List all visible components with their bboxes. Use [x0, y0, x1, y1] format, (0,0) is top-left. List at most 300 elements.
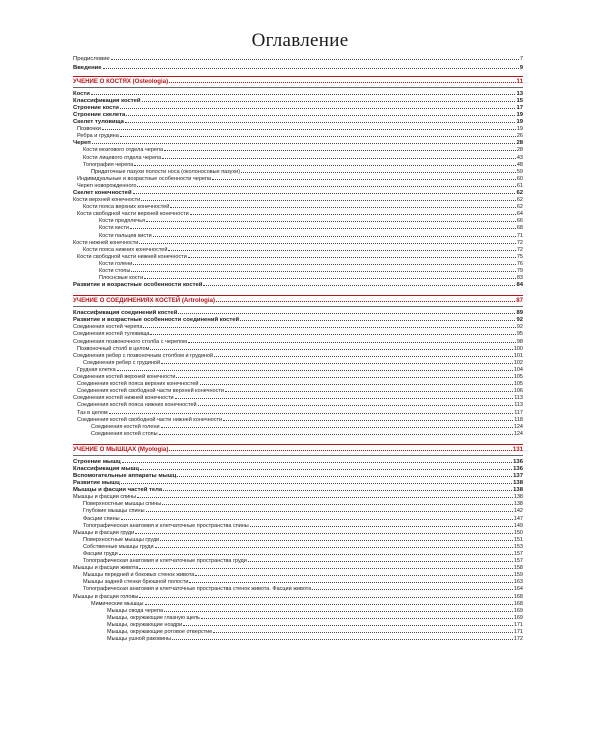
toc-page-number: 62: [516, 197, 523, 203]
dot-leader: [169, 77, 515, 83]
toc-entry-label: Строение кости: [73, 104, 119, 110]
toc-page-number: 124: [513, 423, 523, 429]
toc-entry[interactable]: [73, 422, 523, 429]
dot-leader: [137, 492, 513, 498]
toc-entry[interactable]: [73, 181, 523, 188]
toc-page-number: 92: [516, 324, 523, 330]
toc-entry[interactable]: [73, 174, 523, 181]
toc-page-number: 105: [513, 381, 523, 387]
toc-page-number: 101: [513, 352, 523, 358]
toc-chapter-entry[interactable]: [73, 457, 523, 464]
toc-chapter-entry[interactable]: [73, 315, 523, 322]
dot-leader: [121, 514, 513, 520]
toc-entry-label: Топографическая анатомия и клетчаточные пространства стенок живота. Фасции живота: [83, 586, 312, 592]
toc-entry[interactable]: [73, 492, 523, 499]
toc-entry-label: Мышцы ушной раковины: [107, 636, 172, 642]
toc-page-number: 26: [516, 133, 523, 139]
part-underline: [73, 306, 523, 307]
toc-page-number: 138: [513, 487, 523, 493]
toc-chapter-entry[interactable]: [73, 117, 523, 124]
toc-entry-label: Соединения костей нижней конечности: [73, 395, 174, 401]
toc-entry[interactable]: [73, 556, 523, 563]
toc-page-number: 87: [516, 297, 523, 305]
dot-leader: [250, 521, 513, 527]
toc-page-number: 9: [519, 64, 523, 71]
toc-entry[interactable]: [73, 599, 523, 606]
toc-entry-label: Глубокие мышцы спины: [83, 508, 145, 514]
toc-entry[interactable]: [73, 577, 523, 584]
toc-page-number: 28: [516, 140, 523, 146]
dot-leader: [312, 584, 513, 590]
toc-page-number: 138: [513, 480, 523, 486]
toc-entry-label: Соединения костей черепа: [73, 324, 143, 330]
toc-entry-label: Соединения ребер с грудиной: [83, 359, 161, 365]
dot-leader: [133, 259, 516, 265]
dot-leader: [213, 627, 513, 633]
toc-page-number: 168: [513, 600, 523, 606]
dot-leader: [195, 570, 512, 576]
toc-page-number: 92: [516, 317, 523, 323]
toc-chapter-entry[interactable]: [73, 188, 523, 195]
toc-entry-label: Мышцы свода черепа: [107, 607, 164, 613]
toc-entry-label: Кости нижней конечности: [73, 239, 139, 245]
toc-page-number: 100: [513, 345, 523, 351]
dot-leader: [92, 138, 516, 144]
dot-leader: [164, 606, 513, 612]
toc-chapter-entry[interactable]: [73, 471, 523, 478]
toc-page-number: 106: [513, 388, 523, 394]
toc-entry-label: Соединения костей свободной части верхней конечности: [77, 388, 224, 394]
part-underline: [73, 87, 523, 88]
dot-leader: [131, 266, 516, 272]
dot-leader: [140, 464, 512, 470]
toc-entry-label: Классификация костей: [73, 97, 141, 103]
toc-page-number: 138: [513, 501, 523, 507]
toc-entry[interactable]: [73, 372, 523, 379]
toc-entry-label: Введение: [73, 64, 102, 71]
toc-entry-label: УЧЕНИЕ О СОЕДИНЕНИЯХ КОСТЕЙ (Artrologia): [73, 297, 216, 305]
dot-leader: [161, 358, 513, 364]
toc-entry-label: Кости: [73, 90, 90, 96]
dot-leader: [160, 535, 513, 541]
toc-page-number: 89: [516, 310, 523, 316]
toc-page-number: 62: [516, 204, 523, 210]
toc-entry-label: Мышцы и фасции частей тела: [73, 487, 163, 493]
toc-entry-label: Развитие и возрастные особенности соединений костей: [73, 317, 240, 323]
toc-entry[interactable]: [73, 259, 523, 266]
toc-entry-label: Мышцы, окружающие ноздри: [107, 621, 183, 628]
toc-entry-label: Индивидуальные и возрастные особенности черепа: [77, 175, 211, 181]
toc-page-number: 136: [513, 458, 523, 464]
dot-leader: [162, 499, 513, 505]
dot-leader: [241, 167, 516, 173]
dot-leader: [225, 386, 513, 392]
toc-entry-label: Скелет туловища: [73, 119, 124, 125]
dot-leader: [248, 556, 513, 562]
dot-leader: [240, 315, 515, 321]
toc-entry-label: Позвонки: [77, 126, 101, 132]
toc-entry[interactable]: [73, 613, 523, 620]
toc-entry[interactable]: [73, 542, 523, 549]
dot-leader: [170, 202, 516, 208]
toc-page-number: 164: [513, 586, 523, 592]
toc-entry-label: Кости предплечья: [99, 218, 146, 224]
toc-entry-label: Вспомогательные аппараты мышц: [73, 472, 177, 479]
toc-page-number: 151: [513, 536, 523, 542]
toc-entry[interactable]: [73, 358, 523, 365]
toc-page-number: 117: [514, 409, 523, 415]
toc-chapter-entry[interactable]: [73, 110, 523, 117]
toc-entry[interactable]: [73, 167, 523, 174]
dot-leader: [141, 195, 516, 201]
toc-entry-label: Мышцы задней стенки брюшной полости: [83, 579, 189, 585]
toc-entry[interactable]: [73, 570, 523, 577]
dot-leader: [198, 400, 514, 406]
toc-entry-label: Топография черепа: [83, 161, 134, 167]
toc-page-number: 105: [513, 374, 523, 380]
toc-page-number: 171: [513, 621, 523, 628]
toc-entry[interactable]: [73, 627, 523, 634]
dot-leader: [200, 379, 513, 385]
toc-chapter-entry[interactable]: [73, 96, 523, 103]
toc-page-number: 102: [513, 359, 523, 365]
toc-page-number: 76: [516, 260, 523, 267]
toc-chapter-entry[interactable]: [73, 308, 523, 315]
dot-leader: [177, 471, 512, 477]
toc-page-number: 60: [516, 175, 523, 181]
dot-leader: [133, 188, 516, 194]
dot-leader: [175, 393, 514, 399]
dot-leader: [144, 273, 516, 279]
toc-page-number: 19: [516, 126, 523, 132]
toc-page-number: 84: [516, 282, 523, 288]
toc-entry[interactable]: [73, 415, 523, 422]
toc-entry[interactable]: [73, 606, 523, 613]
table-of-contents: [73, 54, 523, 641]
page-title: Оглавление: [251, 30, 349, 51]
toc-part-heading[interactable]: [73, 445, 523, 455]
toc-entry-label: Мышцы передней и боковых стенок живота: [83, 572, 195, 578]
dot-leader: [142, 96, 516, 102]
dot-leader: [143, 322, 515, 328]
toc-entry[interactable]: [73, 563, 523, 570]
toc-entry[interactable]: [73, 322, 523, 329]
toc-entry-label: Кости пальцев кисти: [99, 232, 152, 238]
dot-leader: [188, 252, 516, 258]
toc-entry[interactable]: [73, 379, 523, 386]
dot-leader: [153, 231, 516, 237]
toc-entry-label: Позвоночный столб в целом: [77, 345, 150, 351]
toc-entry[interactable]: [73, 245, 523, 252]
dot-leader: [150, 329, 515, 335]
toc-page-number: 169: [513, 614, 523, 620]
dot-leader: [120, 131, 516, 137]
dot-leader: [146, 506, 513, 512]
toc-entry[interactable]: [73, 252, 523, 259]
toc-entry-label: Грудная клетка: [77, 366, 116, 373]
toc-chapter-entry[interactable]: [73, 89, 523, 96]
toc-entry-label: Строение мышц: [73, 458, 121, 464]
toc-entry[interactable]: [73, 209, 523, 216]
toc-entry-label: Придаточные пазухи полости носа (околоносовые пазухи): [91, 168, 241, 174]
toc-page-number: 68: [516, 225, 523, 231]
toc-entry[interactable]: [73, 124, 523, 131]
toc-page-number: 7: [519, 56, 523, 62]
toc-page-number: 43: [516, 154, 523, 160]
toc-page-number: 72: [516, 246, 523, 252]
toc-entry[interactable]: [73, 393, 523, 400]
toc-entry-label: Соединения костей голени: [91, 423, 160, 429]
toc-chapter-entry[interactable]: [73, 478, 523, 485]
toc-entry[interactable]: [73, 620, 523, 627]
toc-entry-label: Череп новорожденного: [77, 182, 137, 188]
toc-entry[interactable]: [73, 216, 523, 223]
toc-entry-label: Соединения костей туловища: [73, 331, 150, 337]
toc-page-number: 19: [516, 119, 523, 125]
toc-entry[interactable]: [73, 634, 523, 641]
toc-entry[interactable]: [73, 521, 523, 528]
toc-page-number: 142: [513, 508, 523, 514]
toc-entry-label: УЧЕНИЕ О КОСТЯХ (Osteologia): [73, 77, 169, 85]
dot-leader: [169, 445, 511, 451]
dot-leader: [125, 117, 516, 123]
dot-leader: [150, 344, 512, 350]
toc-entry-label: Поверхностные мышцы груди: [83, 536, 160, 542]
toc-entry-label: Череп: [73, 140, 91, 146]
toc-entry-label: Кости свободной части нижней конечности: [77, 253, 187, 259]
toc-page-number: 71: [516, 232, 523, 238]
toc-page-number: 124: [513, 430, 523, 436]
dot-leader: [161, 422, 513, 428]
toc-entry-label: Развитие и возрастные особенности костей: [73, 282, 203, 288]
toc-entry-label: Кости верхней конечности: [73, 197, 141, 203]
toc-entry-label: Фасции спины: [83, 515, 120, 521]
toc-entry[interactable]: [73, 329, 523, 336]
toc-entry[interactable]: [73, 131, 523, 138]
toc-entry[interactable]: [73, 202, 523, 209]
dot-leader: [162, 153, 516, 159]
toc-entry-label: Кости кисти: [99, 225, 129, 231]
toc-page-number: 19: [516, 111, 523, 118]
dot-leader: [203, 280, 515, 286]
toc-chapter-entry[interactable]: [73, 280, 523, 287]
toc-page-number: 75: [516, 253, 523, 259]
toc-page-number: 13: [516, 90, 523, 96]
dot-leader: [119, 549, 513, 555]
dot-leader: [117, 365, 513, 371]
toc-entry-label: Соединения костей пояса нижних конечностей: [77, 402, 197, 408]
toc-entry[interactable]: [73, 506, 523, 513]
toc-entry-label: Таз в целом: [77, 409, 108, 415]
toc-entry-label: Кости свободной части верхней конечности: [77, 211, 189, 217]
toc-page-number: 48: [516, 161, 523, 167]
toc-page-number: 62: [516, 189, 523, 196]
dot-leader: [121, 478, 512, 484]
dot-leader: [109, 408, 514, 414]
dot-leader: [216, 296, 515, 302]
toc-page-number: 138: [513, 494, 523, 500]
toc-part-heading[interactable]: [73, 77, 523, 87]
toc-page-number: 61: [516, 182, 523, 188]
toc-page-number: 137: [513, 472, 523, 479]
toc-entry-label: Топографическая анатомия и клетчаточные пространства спины: [83, 522, 249, 528]
toc-entry-label: Кости мозгового отдела черепа: [83, 147, 164, 153]
toc-page-number: 79: [516, 268, 523, 274]
toc-entry[interactable]: [73, 592, 523, 599]
toc-page-number: 157: [513, 550, 523, 557]
dot-leader: [212, 174, 516, 180]
toc-part-heading[interactable]: [73, 296, 523, 306]
dot-leader: [172, 634, 513, 640]
toc-entry-label: Мышцы и фасции спины: [73, 494, 137, 500]
toc-entry[interactable]: [73, 266, 523, 273]
dot-leader: [139, 592, 512, 598]
toc-page-number: 147: [513, 515, 523, 521]
toc-page-number: 153: [513, 543, 523, 549]
toc-chapter-entry[interactable]: [73, 485, 523, 492]
toc-entry[interactable]: [73, 535, 523, 542]
dot-leader: [130, 223, 516, 229]
toc-chapter-entry[interactable]: [73, 464, 523, 471]
toc-entry[interactable]: [73, 153, 523, 160]
toc-page-number: 118: [514, 416, 523, 422]
toc-page-number: 72: [516, 239, 523, 245]
toc-page-number: 163: [513, 579, 523, 585]
part-underline: [73, 455, 523, 456]
toc-page-number: 168: [513, 593, 523, 599]
toc-entry-label: Кости голени: [99, 260, 133, 267]
section-spacer: [73, 287, 523, 291]
toc-page-number: 172: [513, 636, 523, 642]
toc-entry-label: Топографическая анатомия и клетчаточные пространства груди: [83, 558, 247, 564]
dot-leader: [120, 103, 516, 109]
toc-entry[interactable]: [73, 351, 523, 358]
toc-page-number: 113: [514, 395, 523, 401]
toc-page-number: 15: [516, 97, 523, 103]
toc-entry-label: Классификация мышц: [73, 465, 140, 471]
toc-page-number: 131: [512, 445, 523, 453]
toc-entry[interactable]: [73, 344, 523, 351]
dot-leader: [178, 308, 515, 314]
toc-entry[interactable]: [73, 514, 523, 521]
toc-entry-label: Кости лицевого отдела черепа: [83, 154, 162, 160]
dot-leader: [188, 337, 516, 343]
dot-leader: [163, 485, 512, 491]
toc-entry-label: Соединения позвоночного столба с черепом: [73, 338, 187, 344]
toc-front-matter-entry[interactable]: [73, 54, 523, 63]
toc-entry-label: Скелет конечностей: [73, 189, 132, 196]
toc-entry[interactable]: [73, 238, 523, 245]
dot-leader: [135, 528, 513, 534]
toc-entry[interactable]: [73, 400, 523, 407]
dot-leader: [146, 216, 516, 222]
toc-page-number: 171: [513, 629, 523, 635]
toc-entry[interactable]: [73, 223, 523, 230]
dot-leader: [183, 620, 513, 626]
dot-leader: [223, 415, 513, 421]
toc-entry[interactable]: [73, 231, 523, 238]
toc-entry-label: Ребра и грудина: [77, 133, 119, 139]
dot-leader: [159, 429, 513, 435]
toc-entry[interactable]: [73, 584, 523, 591]
toc-page-number: 59: [516, 168, 523, 174]
toc-entry[interactable]: [73, 429, 523, 436]
dot-leader: [190, 209, 516, 215]
toc-entry[interactable]: [73, 408, 523, 415]
dot-leader: [122, 457, 513, 463]
toc-entry[interactable]: [73, 195, 523, 202]
dot-leader: [139, 238, 516, 244]
toc-entry-label: Мимические мышцы: [91, 600, 144, 606]
toc-entry-label: УЧЕНИЕ О МЫШЦАХ (Myologia): [73, 445, 169, 453]
dot-leader: [111, 54, 519, 60]
dot-leader: [139, 563, 512, 569]
toc-page-number: 28: [516, 147, 523, 153]
toc-chapter-entry[interactable]: [73, 103, 523, 110]
toc-entry-label: Классификация соединений костей: [73, 310, 178, 316]
toc-entry[interactable]: [73, 160, 523, 167]
dot-leader: [189, 577, 512, 583]
toc-page-number: 83: [516, 275, 523, 281]
dot-leader: [102, 124, 516, 130]
toc-page-number: 64: [516, 211, 523, 217]
dot-leader: [155, 542, 513, 548]
toc-page-number: 98: [516, 338, 523, 344]
toc-entry-label: Мышцы и фасции головы: [73, 593, 139, 599]
dot-leader: [126, 110, 515, 116]
toc-page-number: 169: [513, 607, 523, 613]
toc-entry[interactable]: [73, 365, 523, 372]
dot-leader: [103, 63, 519, 69]
toc-entry[interactable]: [73, 549, 523, 556]
toc-entry-label: Развитие мышц: [73, 480, 120, 486]
toc-entry-label: Соединения костей пояса верхних конечностей: [77, 381, 199, 387]
toc-chapter-entry[interactable]: [73, 138, 523, 145]
toc-entry-label: Соединения ребер с позвоночным столбом и грудиной: [73, 352, 214, 358]
toc-page-number: 159: [513, 572, 523, 578]
toc-entry-label: Кости стопы: [99, 268, 131, 274]
toc-page-number: 158: [513, 565, 523, 571]
toc-entry[interactable]: [73, 499, 523, 506]
section-spacer: [73, 436, 523, 440]
toc-entry-label: Соединения костей свободной части нижней конечности: [77, 416, 223, 422]
toc-entry-label: Строение скелета: [73, 111, 126, 118]
toc-entry[interactable]: [73, 528, 523, 535]
toc-entry-label: Соединения костей стопы: [91, 430, 158, 436]
toc-entry[interactable]: [73, 273, 523, 280]
dot-leader: [137, 181, 515, 187]
toc-page-number: 157: [513, 558, 523, 564]
dot-leader: [134, 160, 516, 166]
toc-page-number: 11: [516, 77, 523, 85]
dot-leader: [145, 599, 513, 605]
toc-page-number: 150: [513, 529, 523, 535]
toc-entry-label: Мышцы и фасции живота: [73, 565, 139, 571]
dot-leader: [168, 245, 515, 251]
toc-entry[interactable]: [73, 337, 523, 344]
dot-leader: [164, 145, 516, 151]
dot-leader: [201, 613, 513, 619]
toc-entry[interactable]: [73, 145, 523, 152]
toc-entry-label: Фасции груди: [83, 550, 118, 557]
toc-front-matter-entry[interactable]: [73, 63, 523, 72]
toc-page-number: 149: [513, 522, 523, 528]
toc-entry-label: Плоснсвые кости: [99, 275, 144, 281]
toc-entry[interactable]: [73, 386, 523, 393]
dot-leader: [91, 89, 516, 95]
toc-entry-label: Собственные мышцы груди: [83, 543, 154, 549]
toc-entry-label: Кости пояса нижних конечностей: [83, 246, 168, 252]
